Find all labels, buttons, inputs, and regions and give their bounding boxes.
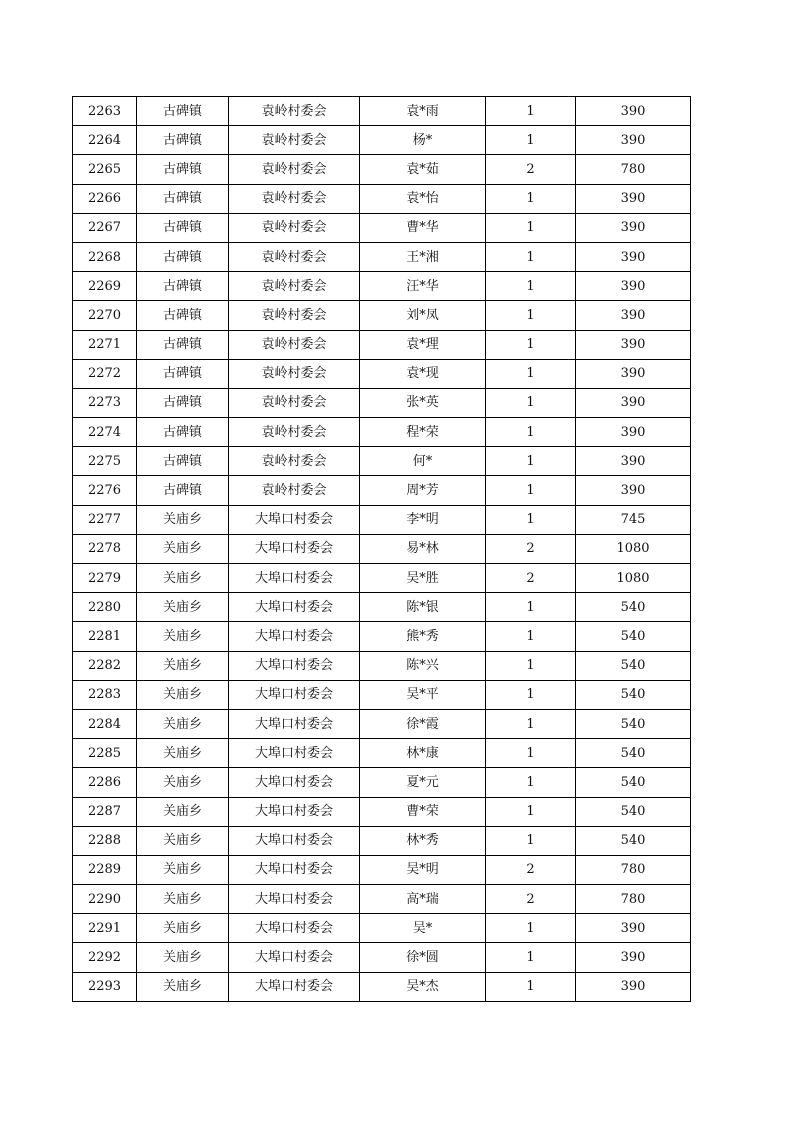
table-row (73, 709, 691, 738)
cell-name: 陈*兴 (360, 651, 486, 680)
table-row (73, 476, 691, 505)
cell-town: 关庙乡 (137, 797, 229, 826)
cell-village: 大埠口村委会 (229, 505, 360, 534)
cell-id: 2266 (73, 184, 137, 213)
cell-village: 大埠口村委会 (229, 622, 360, 651)
cell-town: 关庙乡 (137, 593, 229, 622)
cell-amount: 390 (576, 418, 691, 447)
cell-id: 2270 (73, 301, 137, 330)
cell-id: 2285 (73, 739, 137, 768)
cell-village: 袁岭村委会 (229, 330, 360, 359)
cell-id: 2281 (73, 622, 137, 651)
cell-id: 2289 (73, 855, 137, 884)
table-row (73, 855, 691, 884)
cell-id: 2265 (73, 155, 137, 184)
cell-id: 2271 (73, 330, 137, 359)
cell-village: 大埠口村委会 (229, 885, 360, 914)
cell-name: 吴*明 (360, 855, 486, 884)
cell-name: 袁*茹 (360, 155, 486, 184)
cell-town: 关庙乡 (137, 505, 229, 534)
cell-town: 古碑镇 (137, 301, 229, 330)
cell-amount: 390 (576, 272, 691, 301)
cell-amount: 1080 (576, 564, 691, 593)
cell-name: 周*芳 (360, 476, 486, 505)
cell-amount: 390 (576, 97, 691, 126)
cell-name: 吴*杰 (360, 972, 486, 1001)
table-row (73, 301, 691, 330)
cell-village: 大埠口村委会 (229, 797, 360, 826)
cell-name: 林*康 (360, 739, 486, 768)
cell-village: 袁岭村委会 (229, 359, 360, 388)
table-row (73, 447, 691, 476)
data-table (72, 96, 691, 1002)
cell-amount: 540 (576, 593, 691, 622)
cell-town: 关庙乡 (137, 972, 229, 1001)
cell-count: 1 (486, 593, 576, 622)
cell-name: 何* (360, 447, 486, 476)
cell-name: 袁*现 (360, 359, 486, 388)
cell-name: 杨* (360, 126, 486, 155)
cell-count: 1 (486, 709, 576, 738)
table-row (73, 534, 691, 563)
cell-amount: 540 (576, 797, 691, 826)
cell-name: 吴*平 (360, 680, 486, 709)
cell-village: 大埠口村委会 (229, 826, 360, 855)
cell-count: 1 (486, 418, 576, 447)
cell-town: 关庙乡 (137, 622, 229, 651)
table-row (73, 885, 691, 914)
cell-name: 程*荣 (360, 418, 486, 447)
cell-count: 2 (486, 564, 576, 593)
cell-id: 2267 (73, 213, 137, 242)
cell-town: 古碑镇 (137, 97, 229, 126)
cell-town: 关庙乡 (137, 709, 229, 738)
table-row (73, 242, 691, 271)
cell-name: 汪*华 (360, 272, 486, 301)
cell-village: 大埠口村委会 (229, 534, 360, 563)
cell-count: 1 (486, 826, 576, 855)
cell-town: 古碑镇 (137, 359, 229, 388)
cell-count: 1 (486, 797, 576, 826)
cell-id: 2273 (73, 388, 137, 417)
cell-count: 1 (486, 622, 576, 651)
cell-name: 吴*胜 (360, 564, 486, 593)
cell-amount: 390 (576, 972, 691, 1001)
table-row (73, 797, 691, 826)
cell-name: 李*明 (360, 505, 486, 534)
cell-town: 关庙乡 (137, 885, 229, 914)
cell-village: 袁岭村委会 (229, 155, 360, 184)
table-row (73, 739, 691, 768)
cell-name: 徐*霞 (360, 709, 486, 738)
cell-town: 关庙乡 (137, 855, 229, 884)
cell-count: 1 (486, 680, 576, 709)
cell-count: 1 (486, 242, 576, 271)
table-row (73, 388, 691, 417)
cell-village: 袁岭村委会 (229, 476, 360, 505)
cell-id: 2276 (73, 476, 137, 505)
table-row (73, 680, 691, 709)
cell-name: 林*秀 (360, 826, 486, 855)
table-body (73, 97, 691, 1002)
cell-id: 2291 (73, 914, 137, 943)
cell-name: 夏*元 (360, 768, 486, 797)
cell-name: 袁*理 (360, 330, 486, 359)
table-row (73, 155, 691, 184)
cell-village: 袁岭村委会 (229, 447, 360, 476)
cell-village: 袁岭村委会 (229, 184, 360, 213)
cell-id: 2284 (73, 709, 137, 738)
table-row (73, 768, 691, 797)
cell-count: 1 (486, 301, 576, 330)
cell-amount: 390 (576, 242, 691, 271)
cell-amount: 780 (576, 885, 691, 914)
cell-village: 袁岭村委会 (229, 126, 360, 155)
cell-town: 关庙乡 (137, 534, 229, 563)
cell-id: 2290 (73, 885, 137, 914)
cell-village: 大埠口村委会 (229, 564, 360, 593)
cell-town: 关庙乡 (137, 826, 229, 855)
cell-count: 1 (486, 330, 576, 359)
cell-amount: 540 (576, 826, 691, 855)
cell-id: 2272 (73, 359, 137, 388)
cell-village: 大埠口村委会 (229, 709, 360, 738)
cell-count: 1 (486, 914, 576, 943)
cell-amount: 390 (576, 301, 691, 330)
cell-id: 2278 (73, 534, 137, 563)
table-row (73, 330, 691, 359)
cell-name: 曹*华 (360, 213, 486, 242)
cell-village: 袁岭村委会 (229, 97, 360, 126)
cell-id: 2292 (73, 943, 137, 972)
cell-town: 古碑镇 (137, 213, 229, 242)
cell-amount: 390 (576, 359, 691, 388)
cell-name: 曹*荣 (360, 797, 486, 826)
table-row (73, 943, 691, 972)
cell-amount: 390 (576, 184, 691, 213)
cell-amount: 390 (576, 330, 691, 359)
cell-amount: 390 (576, 914, 691, 943)
cell-id: 2269 (73, 272, 137, 301)
table-row (73, 622, 691, 651)
cell-name: 王*湘 (360, 242, 486, 271)
cell-amount: 745 (576, 505, 691, 534)
cell-id: 2279 (73, 564, 137, 593)
cell-town: 古碑镇 (137, 330, 229, 359)
cell-amount: 540 (576, 768, 691, 797)
cell-town: 古碑镇 (137, 155, 229, 184)
table-row (73, 213, 691, 242)
cell-id: 2280 (73, 593, 137, 622)
table-row (73, 914, 691, 943)
table-row (73, 593, 691, 622)
cell-count: 1 (486, 476, 576, 505)
cell-amount: 390 (576, 476, 691, 505)
cell-town: 古碑镇 (137, 388, 229, 417)
cell-count: 1 (486, 184, 576, 213)
cell-count: 2 (486, 155, 576, 184)
table-row (73, 272, 691, 301)
cell-count: 1 (486, 739, 576, 768)
cell-town: 古碑镇 (137, 447, 229, 476)
cell-town: 关庙乡 (137, 564, 229, 593)
cell-count: 2 (486, 534, 576, 563)
cell-count: 1 (486, 943, 576, 972)
cell-amount: 390 (576, 447, 691, 476)
cell-town: 古碑镇 (137, 242, 229, 271)
cell-amount: 390 (576, 213, 691, 242)
table-row (73, 564, 691, 593)
table-row (73, 359, 691, 388)
cell-town: 关庙乡 (137, 914, 229, 943)
cell-village: 大埠口村委会 (229, 972, 360, 1001)
cell-count: 1 (486, 213, 576, 242)
cell-name: 吴* (360, 914, 486, 943)
table-row (73, 826, 691, 855)
cell-count: 1 (486, 447, 576, 476)
cell-amount: 390 (576, 943, 691, 972)
cell-village: 袁岭村委会 (229, 418, 360, 447)
cell-id: 2283 (73, 680, 137, 709)
cell-name: 袁*怡 (360, 184, 486, 213)
cell-id: 2263 (73, 97, 137, 126)
table-row (73, 184, 691, 213)
cell-town: 关庙乡 (137, 680, 229, 709)
cell-amount: 540 (576, 622, 691, 651)
cell-count: 1 (486, 359, 576, 388)
cell-count: 1 (486, 768, 576, 797)
cell-town: 关庙乡 (137, 739, 229, 768)
cell-village: 大埠口村委会 (229, 680, 360, 709)
cell-name: 徐*圆 (360, 943, 486, 972)
cell-village: 袁岭村委会 (229, 388, 360, 417)
cell-village: 袁岭村委会 (229, 301, 360, 330)
cell-id: 2277 (73, 505, 137, 534)
cell-village: 大埠口村委会 (229, 943, 360, 972)
cell-town: 关庙乡 (137, 943, 229, 972)
cell-amount: 780 (576, 855, 691, 884)
cell-id: 2293 (73, 972, 137, 1001)
cell-amount: 1080 (576, 534, 691, 563)
table-row (73, 505, 691, 534)
cell-id: 2264 (73, 126, 137, 155)
cell-town: 古碑镇 (137, 184, 229, 213)
cell-name: 袁*雨 (360, 97, 486, 126)
cell-amount: 780 (576, 155, 691, 184)
cell-town: 古碑镇 (137, 476, 229, 505)
cell-count: 1 (486, 651, 576, 680)
cell-town: 古碑镇 (137, 418, 229, 447)
table-row (73, 126, 691, 155)
cell-count: 1 (486, 97, 576, 126)
cell-id: 2268 (73, 242, 137, 271)
cell-village: 袁岭村委会 (229, 272, 360, 301)
cell-id: 2287 (73, 797, 137, 826)
table-row (73, 651, 691, 680)
cell-name: 刘*凤 (360, 301, 486, 330)
cell-town: 古碑镇 (137, 272, 229, 301)
cell-name: 高*瑞 (360, 885, 486, 914)
cell-name: 陈*银 (360, 593, 486, 622)
cell-amount: 540 (576, 709, 691, 738)
cell-town: 关庙乡 (137, 768, 229, 797)
table-row (73, 418, 691, 447)
table-row (73, 972, 691, 1001)
cell-id: 2288 (73, 826, 137, 855)
cell-count: 2 (486, 855, 576, 884)
cell-amount: 540 (576, 680, 691, 709)
cell-amount: 390 (576, 126, 691, 155)
cell-count: 2 (486, 885, 576, 914)
cell-count: 1 (486, 388, 576, 417)
cell-town: 古碑镇 (137, 126, 229, 155)
cell-count: 1 (486, 972, 576, 1001)
cell-village: 袁岭村委会 (229, 242, 360, 271)
cell-name: 熊*秀 (360, 622, 486, 651)
cell-village: 大埠口村委会 (229, 768, 360, 797)
cell-count: 1 (486, 505, 576, 534)
cell-name: 张*英 (360, 388, 486, 417)
cell-id: 2286 (73, 768, 137, 797)
cell-village: 大埠口村委会 (229, 855, 360, 884)
cell-town: 关庙乡 (137, 651, 229, 680)
cell-village: 大埠口村委会 (229, 739, 360, 768)
cell-count: 1 (486, 272, 576, 301)
cell-id: 2275 (73, 447, 137, 476)
cell-village: 大埠口村委会 (229, 593, 360, 622)
cell-amount: 390 (576, 388, 691, 417)
cell-village: 袁岭村委会 (229, 213, 360, 242)
cell-name: 易*林 (360, 534, 486, 563)
table-row (73, 97, 691, 126)
cell-amount: 540 (576, 651, 691, 680)
cell-amount: 540 (576, 739, 691, 768)
cell-id: 2274 (73, 418, 137, 447)
cell-id: 2282 (73, 651, 137, 680)
cell-village: 大埠口村委会 (229, 651, 360, 680)
cell-count: 1 (486, 126, 576, 155)
cell-village: 大埠口村委会 (229, 914, 360, 943)
